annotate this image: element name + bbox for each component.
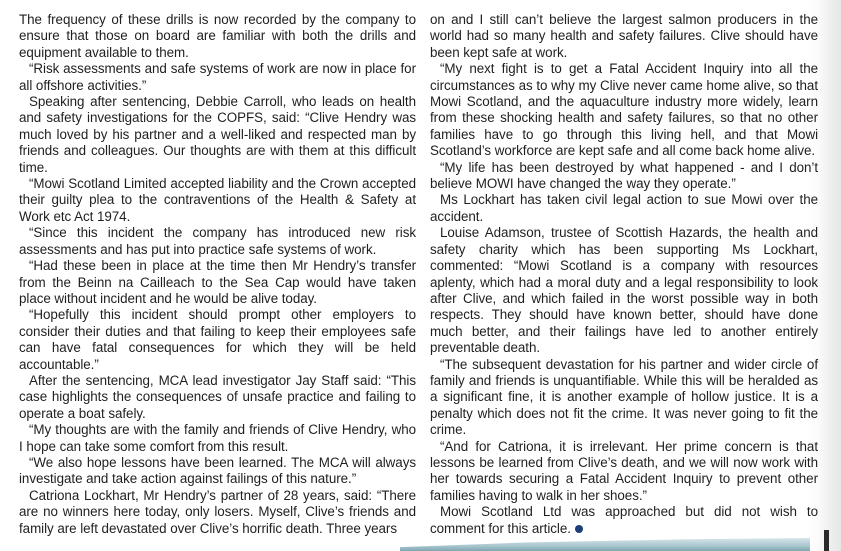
- article-column-right: [430, 12, 818, 537]
- article-column-left: [19, 12, 416, 537]
- paragraph: “My thoughts are with the family and friends of Clive Hendry, who I hope can take some comfort from this result.: [19, 422, 416, 454]
- paragraph: “Mowi Scotland Limited accepted liability and the Crown accepted their guilty plea to the contraventions of the Health & Safety at Work etc Act 1974.: [19, 176, 416, 224]
- end-of-article-bullet-icon: [575, 525, 583, 533]
- paragraph: “The subsequent devastation for his partner and wider circle of family and friends is unquantifiable. While this will be heralded as a significant fine, it is another example of hollow justice. It is a penalty which does not fit the crime. It was never going to fit the crime.: [430, 356, 818, 438]
- paragraph: Speaking after sentencing, Debbie Carroll, who leads on health and safety investigations for the COPFS, said: “Clive Hendry was much loved by his partner and a well-liked and respected man by friends and colleagues. Our thoughts are with them at this difficult time.: [19, 94, 416, 175]
- paragraph: “Had these been in place at the time then Mr Hendry’s transfer from the Beinn na Cailleach to the Sea Cap would have taken place without incident and he would be alive today.: [19, 258, 416, 306]
- closing-paragraph: [430, 504, 818, 537]
- closing-paragraph-text: Mowi Scotland Ltd was approached but did not wish to comment for this article.: [430, 504, 818, 536]
- paragraph: Catriona Lockhart, Mr Hendry’s partner of 28 years, said: “There are no winners here today, only losers. Myself, Clive’s friends and family are left devastated over Clive’s horrific death. Three years: [19, 487, 416, 536]
- paragraph: “My life has been destroyed by what happened - and I don’t believe MOWI have changed the way they operate.”: [430, 159, 818, 192]
- page-fold-shadow: [819, 0, 841, 551]
- paragraph: “And for Catriona, it is irrelevant. Her prime concern is that lessons be learned from Clive’s death, and we will now work with her towards securing a Fatal Accident Inquiry to prevent other families having to walk in her shoes.”: [430, 438, 818, 503]
- paragraph: Louise Adamson, trustee of Scottish Hazards, the health and safety charity which has been supporting Ms Lockhart, commented: “Mowi Scotland is a company with resources aplenty, which had a moral duty and a legal responsibility to look after Clive, and which failed in the worst possible way in both respects. They should have known better, should have done much better, and their failings have led to another entirely preventable death.: [430, 225, 818, 356]
- paragraph: “My next fight is to get a Fatal Accident Inquiry into all the circumstances as to why my Clive never came home alive, so that Mowi Scotland, and the aquaculture industry more widely, learn from these shocking health and safety failures, so that no other families have to go through this living hell, and that Mowi Scotland’s workforce are kept safe and all come back home alive.: [430, 61, 818, 159]
- paragraph: “Since this incident the company has introduced new risk assessments and has put into practice safe systems of work.: [19, 225, 416, 257]
- paragraph: “We also hope lessons have been learned. The MCA will always investigate and take action against failings of this nature.”: [19, 454, 416, 487]
- page-edge-marker: [824, 530, 829, 551]
- photo-edge-strip: [400, 538, 810, 551]
- paragraph: “Risk assessments and safe systems of work are now in place for all offshore activities.”: [19, 61, 416, 93]
- paragraph: After the sentencing, MCA lead investigator Jay Staff said: “This case highlights the consequences of unsafe practice and failing to operate a boat safely.: [19, 372, 416, 421]
- paragraph: on and I still can’t believe the largest salmon producers in the world had so many health and safety failures. Clive should have been kept safe at work.: [430, 12, 818, 60]
- paragraph: Ms Lockhart has taken civil legal action to sue Mowi over the accident.: [430, 192, 818, 224]
- paragraph: “Hopefully this incident should prompt other employers to consider their duties and that failing to keep their employees safe can have fatal consequences for which they will be held accountable.”: [19, 307, 416, 372]
- paragraph: The frequency of these drills is now recorded by the company to ensure that those on board are familiar with both the drills and equipment available to them.: [19, 12, 416, 60]
